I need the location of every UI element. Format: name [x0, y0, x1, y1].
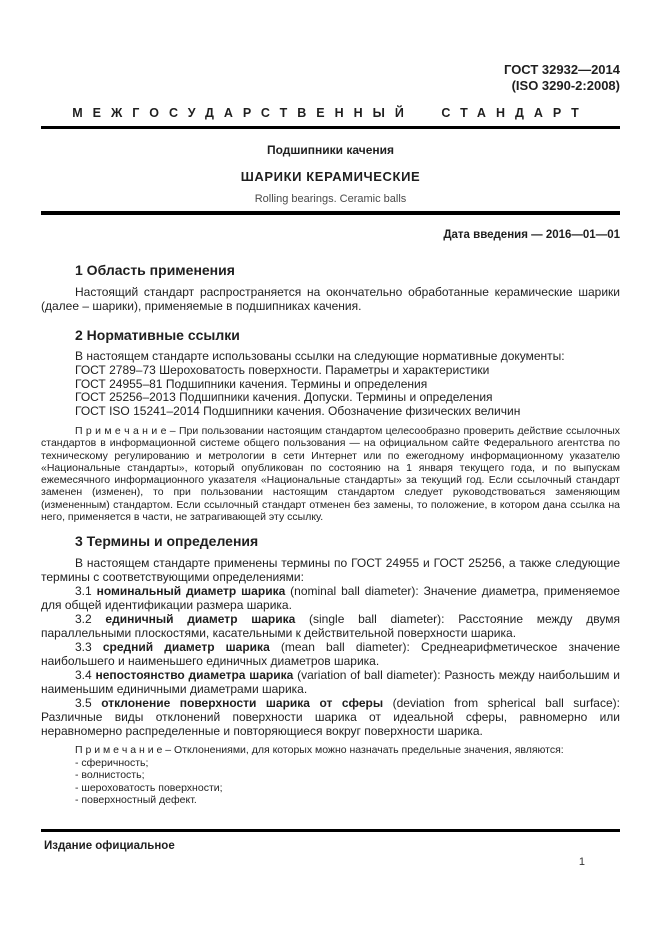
title-subject: Подшипники качения [266, 143, 395, 157]
term-number: 3.4 [75, 668, 92, 683]
page-title: ШАРИКИ КЕРАМИЧЕСКИЕ [240, 169, 421, 184]
term-number: 3.3 [75, 640, 92, 655]
term-definition [41, 640, 620, 668]
title-english: Rolling bearings. Ceramic balls [254, 193, 407, 205]
term-number: 3.2 [75, 612, 92, 627]
title-divider [41, 211, 620, 215]
edition-label: Издание официальное [44, 840, 175, 852]
section-1-heading: 1 Область применения [75, 262, 235, 278]
section-2-intro: В настоящем стандарте использованы ссылки на следующие нормативные документы: [75, 349, 565, 363]
header-divider [41, 126, 620, 129]
term-definition [41, 584, 620, 612]
note-list-item: - волнистость; [75, 769, 145, 782]
term-text: (mean ball diameter): Среднеарифметическое значение наибольшего и наименьшего единичных диаметров шарика. [41, 640, 620, 669]
section-2-note: П р и м е ч а н и е – При пользовании настоящим стандартом целесообразно проверить действие ссылочных стандартов в информационной системе общего пользования — на официальном сайте Федерального агентства по техническому регулированию и метрологии в сети Интернет или по ежегодному информационному указателю «Национальные стандарты», который опубликован по состоянию на 1 января текущего года, и по выпускам ежемесячного информационного указателя «Национальные стандарты» за текущий год. Если ссылочный стандарт заменен (изменен), то при пользовании настоящим стандартом следует руководствоваться заменяющим (измененным) стандартом. Если ссылочный стандарт отменен без замены, то положение, в котором дана ссылка на него, применяется в части, не затрагивающей эту ссылку. [41, 424, 620, 524]
term-name: отклонение поверхности шарика от сферы [101, 696, 384, 711]
normative-reference: ГОСТ 25256–2013 Подшипники качения. Допуски. Термины и определения [75, 390, 493, 405]
term-number: 3.5 [75, 696, 92, 711]
doc-number: ГОСТ 32932—2014 [504, 62, 620, 77]
title-block [41, 143, 620, 205]
normative-reference: ГОСТ 2789–73 Шероховатость поверхности. Параметры и характеристики [75, 362, 490, 377]
term-text: (deviation from spherical ball surface): Различные виды отклонений поверхности шарика от идеальной сферы, равномерно или неравномерно распределенные и повторяющиеся вокруг поверхности шарика. [41, 696, 620, 739]
term-number: 3.1 [75, 584, 92, 599]
section-3-note-intro: П р и м е ч а н и е – Отклонениями, для которых можно назначать предельные значения, являются: [75, 744, 564, 757]
doc-header [41, 62, 620, 94]
standard-type-label: МЕЖГОСУДАРСТВЕННЫЙ СТАНДАРТ [72, 106, 589, 120]
term-text: (nominal ball diameter): Значение диаметра, применяемое для общей идентификации размера шарика. [41, 584, 620, 613]
term-definition [41, 668, 620, 696]
term-name: номинальный диаметр шарика [96, 584, 286, 599]
term-name: единичный диаметр шарика [105, 612, 296, 627]
effective-date: Дата введения — 2016—01—01 [443, 229, 620, 241]
section-2-heading: 2 Нормативные ссылки [75, 327, 240, 343]
footer-divider [41, 829, 620, 832]
term-definition [41, 612, 620, 640]
term-name: средний диаметр шарика [102, 640, 270, 655]
note-list-item: - сферичность; [75, 756, 149, 769]
term-name: непостоянство диаметра шарика [95, 668, 294, 683]
note-list-item: - шероховатость поверхности; [75, 781, 223, 794]
normative-reference: ГОСТ ISO 15241–2014 Подшипники качения. Обозначение физических величин [75, 404, 521, 419]
term-definition [41, 696, 620, 738]
section-3-heading: 3 Термины и определения [75, 533, 259, 550]
doc-iso-reference: (ISO 3290-2:2008) [511, 78, 620, 93]
page-number: 1 [578, 856, 585, 868]
section-3-intro: В настоящем стандарте применены термины по ГОСТ 24955 и ГОСТ 25256, а также следующие термины с соответствующими определениями: [41, 556, 620, 585]
section-1-paragraph: Настоящий стандарт распространяется на окончательно обработанные керамические шарики (далее – шарики), применяемые в подшипниках качения. [41, 285, 620, 313]
term-text: (single ball diameter): Расстояние между двумя параллельными плоскостями, касательными к действительной поверхности шарика. [41, 612, 620, 641]
note-list-item: - поверхностный дефект. [75, 794, 197, 807]
normative-reference: ГОСТ 24955–81 Подшипники качения. Термины и определения [75, 376, 428, 391]
term-text: (variation of ball diameter): Разность между наибольшим и наименьшим единичными диаметрами шарика. [41, 668, 621, 697]
